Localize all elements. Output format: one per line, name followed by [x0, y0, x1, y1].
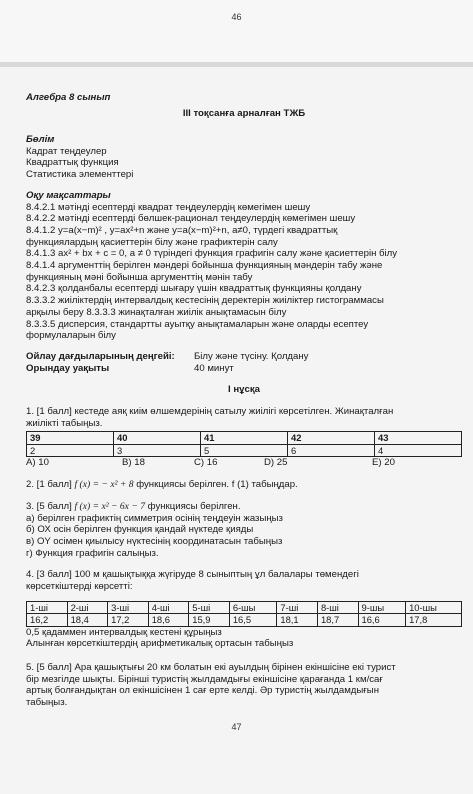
time-value: 40 минут: [194, 362, 234, 374]
table-cell: 17,8: [406, 614, 462, 626]
table-cell: 3: [114, 444, 201, 456]
table-row: [27, 444, 462, 456]
previous-page-strip: [0, 0, 473, 62]
goal-line: 8.3.3.5 дисперсия, стандартты ауытқу анықтамаларын және оларды есептеу: [26, 318, 369, 330]
table-cell: 6-шы: [229, 601, 277, 613]
goal-line: 8.4.1.3 ax² + bx + c = 0, a ≠ 0 түріндегі функция графигін салу және қасиеттерін білу: [26, 248, 398, 260]
q5-text: бір мезгілде шықты. Бірінші туристің жылдамдығы екіншісіне қарағанда 1 км/сағ: [26, 673, 383, 685]
q5-text: артық болғандықтан ол екіншісінен 1 сағ ерте келді. Әр туристің жылдамдығын: [26, 685, 379, 697]
table-row: [27, 601, 462, 613]
q4-task: Алынған көрсеткіштердің арифметикалық ортасын табыңыз: [26, 638, 294, 650]
answer-option: В) 18: [122, 457, 145, 469]
table-cell: 1-ші: [27, 601, 68, 613]
section-item: Кадрат теңдеулер: [26, 145, 107, 157]
section-item: Статистика элементтері: [26, 169, 134, 181]
q2-text: [26, 479, 462, 491]
goal-line: 8.4.1.4 аргументтің берілген мәндері бойынша функцияның мәндерін табу және: [26, 260, 383, 272]
table-cell: 42: [288, 432, 375, 444]
q3-suffix: функциясы берілген.: [145, 500, 241, 512]
worksheet-title: III тоқсанға арналған ТЖБ: [182, 108, 306, 119]
section-list: [26, 146, 462, 181]
table-cell: 18,4: [67, 614, 108, 626]
q4-task: 0,5 қадаммен интервалдық кестені құрыңыз: [26, 626, 222, 638]
bottom-page-number: 47: [231, 722, 242, 732]
table-cell: 39: [27, 432, 114, 444]
q2-suffix: функциясы берілген. f (1) табыңдар.: [133, 479, 298, 491]
table-cell: 18,6: [148, 614, 189, 626]
table-row: [27, 614, 462, 626]
goals-list: [26, 202, 462, 342]
q3-formula: f (x) = x² − 6x − 7: [74, 500, 145, 512]
q2-prefix: 2. [1 балл]: [26, 479, 75, 491]
q5-text: табыңыз.: [26, 697, 68, 709]
table-cell: 4-ші: [148, 601, 189, 613]
q2-formula: f (x) = − x² + 8: [74, 479, 134, 491]
table-cell: 5-ші: [189, 601, 230, 613]
q4-table: [26, 601, 462, 627]
table-cell: 16,6: [358, 614, 406, 626]
q1-text: 1. [1 балл] кестеде аяқ киім өлшемдерінің сатылу жиілігі көрсетілген. Жинақталған: [26, 406, 394, 418]
table-cell: 18,7: [317, 614, 358, 626]
q1-text-cont: жиілікті табыңыз.: [26, 417, 103, 429]
table-cell: 7-ші: [277, 601, 318, 613]
q4-text: 4. [3 балл] 100 м қашықтыққа жүгіруде 8 сыныптың ұл балалары төмендегі: [26, 569, 359, 581]
top-page-number: 46: [231, 12, 242, 22]
goal-line: арқылы беру 8.3.3.3 жинақталған жиілік анықтамасын білу: [26, 306, 287, 318]
goal-line: 8.4.1.2 y=a(x−m)² , y=ax²+n және y=a(x−m)²+n, a≠0, түрдегі квадраттық: [26, 224, 338, 236]
table-cell: 17,2: [108, 614, 149, 626]
table-cell: 40: [114, 432, 201, 444]
q3-item: в) OY осімен қиылысу нүктесінің координатасын табыңыз: [26, 535, 283, 547]
thinking-level-value: Білу және түсіну. Қолдану: [194, 350, 309, 362]
q3-item: г) Функция графигін салыңыз.: [26, 547, 159, 559]
table-cell: 5: [201, 444, 288, 456]
q3-item: а) берілген графиктің симметрия осінің теңдеуін жазыңыз: [26, 512, 283, 524]
table-cell: 2-ші: [67, 601, 108, 613]
goal-line: 8.4.2.3 қолданбалы есептерді шығару үшін квадраттық функцияны қолдану: [26, 283, 362, 295]
q3-item: б) ОХ осін берілген функция қандай нүктеде қияды: [26, 524, 254, 536]
table-cell: 10-шы: [406, 601, 462, 613]
variant-title: I нұсқа: [228, 384, 260, 396]
q5-text: 5. [5 балл] Ара қашықтығы 20 км болатын екі ауылдың бірінен екіншісіне екі турист: [26, 662, 396, 674]
table-cell: 4: [375, 444, 462, 456]
worksheet: [26, 92, 462, 709]
table-cell: 16,5: [229, 614, 277, 626]
table-cell: 18,1: [277, 614, 318, 626]
goal-line: 8.3.3.2 жиіліктердің интервалдық кестесінің деректерін жиіліктер гистограммасы: [26, 295, 384, 307]
subject-label: Алгебра 8 сынып: [26, 92, 111, 103]
table-cell: 43: [375, 432, 462, 444]
q1-options: [26, 457, 462, 469]
section-item: Квадраттық функция: [26, 157, 119, 169]
table-cell: 6: [288, 444, 375, 456]
goal-line: 8.4.2.1 мәтінді есептерді квадрат теңдеулердің көмегімен шешу: [26, 201, 311, 213]
table-cell: 9-шы: [358, 601, 406, 613]
section-label: Бөлім: [26, 134, 55, 145]
time-label: Орындау уақыты: [26, 362, 110, 374]
answer-option: D) 25: [264, 457, 288, 469]
q4-text-cont: көрсеткіштерді көрсетті:: [26, 581, 133, 593]
q3-text: [26, 501, 462, 513]
table-cell: 2: [27, 444, 114, 456]
goals-label: Оқу мақсаттары: [26, 189, 111, 201]
q1-table: [26, 431, 462, 457]
thinking-level-label: Ойлау дағдыларының деңгейі:: [26, 350, 175, 362]
goal-line: 8.4.2.2 мәтінді есептерді бөлшек-рационал теңдеулердің көмегімен шешу: [26, 213, 356, 225]
table-row: [27, 432, 462, 444]
time-row: [26, 363, 462, 375]
answer-option: С) 16: [194, 457, 218, 469]
page-separator: [0, 62, 473, 67]
table-cell: 8-ші: [317, 601, 358, 613]
thinking-level-row: [26, 351, 462, 363]
table-cell: 15,9: [189, 614, 230, 626]
table-cell: 3-ші: [108, 601, 149, 613]
goal-line: формулаларын білу: [26, 330, 116, 342]
goal-line: функциялардың қасиеттерін білу және графиктерін салу: [26, 236, 278, 248]
goal-line: функцияның мәні бойынша аргументтің мәнін табу: [26, 271, 253, 283]
table-cell: 41: [201, 432, 288, 444]
answer-option: Е) 20: [372, 457, 395, 469]
header: [26, 92, 462, 119]
table-cell: 16,2: [27, 614, 68, 626]
q3-prefix: 3. [5 балл]: [26, 500, 75, 512]
answer-option: А) 10: [26, 457, 49, 469]
